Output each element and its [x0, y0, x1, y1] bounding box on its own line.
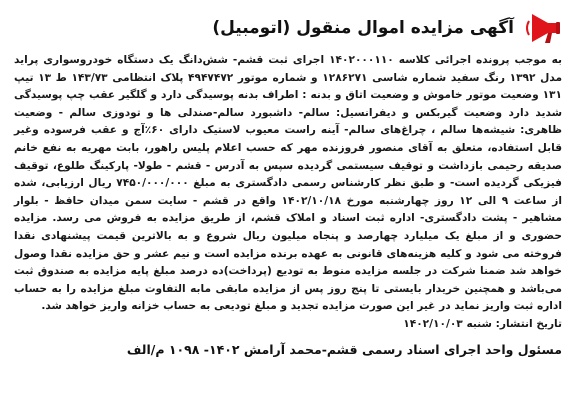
- notice-body: به موجب پرونده اجرائی کلاسه ۱۴۰۲۰۰۰۱۱۰ اجرای ثبت قشم- شش‌دانگ یک دستگاه خودروسواری پراید مدل ۱۳۹۲ رنگ سفید شماره شاسی ۱۲۸۶۲۷۱ و شماره موتور ۴۹۴۷۴۷۲ پلاک انتظامی ۱۴۳/۷۳ ط ۱۳ تیپ ۱۳۱ وضعیت موتور خاموش و وضعیت اتاق و بدنه : اطراف بدنه پوسیدگی دارد و گلگیر عقب چپ پوسیدگی شدید دارد وضعیت گیربکس و دیفرانسیل: سالم- داشبورد سالم-صندلی ها و تودوزی سالم - وضعیت ظاهری: شیشه‌ها سالم ، چراغ‌های سالم- آینه راست معیوب لاستیک دارای ۶۰٪آج و عقب فرسوده وغیر قابل استفاده، متعلق به آقای منصور فروزنده مهر که حسب اعلام پلیس راهور، بابت مهریه به نفع خانم صدیقه رحیمی بازداشت و توقیف سیستمی گردیده سپس به آدرس - قشم - طولا- پارکینگ طلوع، توقیف فیزیکی گردیده است- و طبق نظر کارشناس رسمی دادگستری به مبلغ ۷۴۵۰/۰۰۰/۰۰۰ ریال ارزیابی، شده از ساعت ۹ الی ۱۲ روز چهارشنبه مورخ ۱۴۰۲/۱۰/۱۸ واقع در قشم - سایت سمن میدان حافظ - بلوار مشاهیر - پشت دادگستری- اداره ثبت اسناد و املاک قشم، از طریق مزایده به فروش می رسد. مزایده حضوری و از مبلغ یک میلیارد چهارصد و پنجاه میلیون ریال شروع و به بالاترین قیمت پیشنهادی نقدا فروخته می شود و کلیه هزینه‌های قانونی به عهده برنده مزایده است و نیم عشر و حق مزایده نقدا وصول خواهد شد ضمنا شرکت در جلسه مزایده منوط به تودیع (پرداخت)ده درصد مبلغ پایه مزایده به صندوق ثبت می‌باشد و همچنین خریدار بایستی تا پنج روز پس از مزایده مابقی مابه التفاوت مبلغ مزایده را به حساب اداره ثبت واریز نماید در غیر این صورت مزایده تجدید و مبلغ تودیعی به حساب خزانه واریز خواهد شد.: [14, 54, 563, 313]
- publish-date: تاریخ انتشار: شنبه ۱۴۰۲/۱۰/۰۳: [403, 317, 562, 330]
- notice-footer: مسئول واحد اجرای اسناد رسمی قشم-محمد آرامش ۱۴۰۲- ۱۰۹۸ م/الف: [126, 341, 562, 357]
- notice-title: آگهی مزایده اموال منقول (اتومبیل): [212, 18, 514, 38]
- notice-header: [14, 8, 562, 48]
- megaphone-icon: [522, 10, 562, 46]
